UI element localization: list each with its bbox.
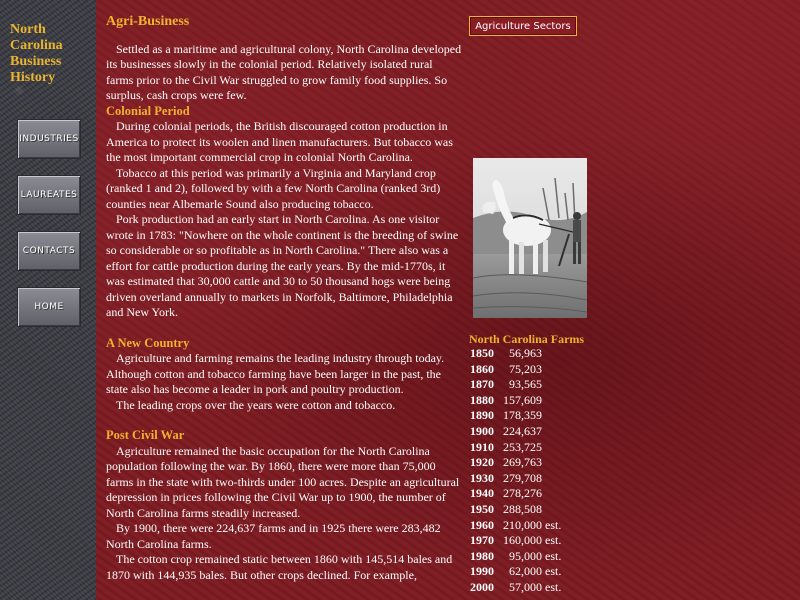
table-row [470, 393, 561, 409]
table-row [470, 518, 561, 534]
spacer [106, 321, 462, 336]
farms-year: 1860 [470, 361, 494, 376]
colonial-paragraph-1: During colonial periods, the British discouraged cotton production in America to protect its woolen and linen manufacturers. But tobacco was the most important commercial crop in colonial North Carolina. [106, 119, 453, 164]
farms-year: 1910 [470, 439, 494, 454]
farms-year: 1960 [470, 517, 494, 532]
farms-year: 1940 [470, 486, 494, 501]
table-row [470, 362, 561, 378]
colonial-paragraph-2: Tobacco at this period was primarily a Virginia and Maryland crop (ranked 1 and 2), followed by with a few North Carolina (ranked 3rd) counties near Albemarle Sound also producing tobacco. [106, 165, 441, 211]
farms-value: 224,637 [503, 423, 542, 438]
table-row [470, 580, 561, 596]
farms-value: 253,725 [503, 439, 542, 454]
farms-value: 93,565 [509, 377, 542, 392]
nav-industries-label: INDUSTRIES [19, 134, 79, 144]
table-row [470, 471, 561, 487]
site-title[interactable] [10, 22, 90, 86]
post-civil-war-heading: Post Civil War [106, 428, 185, 442]
table-row [470, 455, 561, 471]
new-country-paragraph-2: The leading crops over the years were cotton and tobacco. [116, 397, 396, 412]
farms-value: 278,276 [503, 486, 542, 501]
farms-value: 157,609 [503, 392, 542, 407]
farms-value: 62,000 est. [509, 564, 562, 579]
table-row [470, 549, 561, 565]
farms-year: 1890 [470, 408, 494, 423]
farms-year: 1870 [470, 377, 494, 392]
farms-value: 160,000 est. [503, 533, 562, 548]
farms-value: 269,763 [503, 455, 542, 470]
nav-home-button[interactable] [17, 287, 81, 327]
post-civil-war-paragraph-1: Agriculture remained the basic occupation for the North Carolina population following the war. By 1860, there were more than 75,000 farms in the state with two-thirds under 100 acres. Despite an agricultural depression in prices following the Civil War up to 1900, the number of North Carolina farms steadily increased. [106, 443, 460, 520]
nav-contacts-label: CONTACTS [22, 246, 76, 256]
farms-year: 1930 [470, 470, 494, 485]
intro-paragraph: Settled as a maritime and agricultural colony, North Carolina developed its businesses slowly in the colonial period. Relatively isolated rural farms prior to the Civil War struggled to grow family food supplies. So surplus, cash crops were few. [106, 41, 462, 102]
farms-value: 57,000 est. [509, 579, 562, 594]
site-title-line: History [10, 70, 56, 85]
farms-value: 56,963 [509, 346, 542, 360]
table-row [470, 440, 561, 456]
farms-table [470, 346, 561, 596]
page-title: Agri-Business [106, 14, 190, 29]
farms-year: 1920 [470, 455, 494, 470]
farms-year: 1850 [470, 346, 494, 360]
nav-industries-button[interactable] [17, 119, 81, 159]
table-row [470, 533, 561, 549]
farms-value: 210,000 est. [503, 517, 562, 532]
post-civil-war-paragraph-2: By 1900, there were 224,637 farms and in 1925 there were 283,482 North Carolina farms. [106, 521, 441, 551]
agriculture-sectors-button[interactable] [469, 16, 577, 36]
nav-contacts-button[interactable] [17, 231, 81, 271]
agriculture-sectors-label: Agriculture Sectors [475, 20, 571, 32]
new-country-heading: A New Country [106, 335, 190, 350]
mule-plowing-photo [473, 158, 587, 318]
table-row [470, 424, 561, 440]
farms-year: 1950 [470, 501, 494, 516]
farms-year: 1990 [470, 564, 494, 579]
farms-year: 1970 [470, 533, 494, 548]
article [106, 14, 462, 583]
site-title-line: Business [10, 54, 62, 69]
farms-year: 1900 [470, 423, 494, 438]
farms-value: 279,708 [503, 470, 542, 485]
nav-laureates-button[interactable] [17, 175, 81, 215]
nav-laureates-label: LAUREATES [20, 190, 78, 200]
farms-year: 1880 [470, 392, 494, 407]
farms-year: 1980 [470, 548, 494, 563]
post-civil-war-paragraph-3: The cotton crop remained static between 1860 with 145,514 bales and 1870 with 144,935 bales. But other crops declined. For example, [106, 552, 453, 582]
nav-home-label: HOME [34, 302, 64, 312]
table-row [470, 377, 561, 393]
farms-year: 2000 [470, 579, 494, 594]
farms-value: 75,203 [509, 361, 542, 376]
farms-value: 95,000 est. [509, 548, 562, 563]
spacer [106, 413, 462, 428]
new-country-paragraph-1: Agriculture and farming remains the leading industry through today. Although cotton and tobacco farming have been larger in the past, the state also has become a leader in pork and poultry production. [106, 351, 445, 396]
site-title-line: Carolina [10, 38, 63, 53]
table-row [470, 564, 561, 580]
farms-table-title: North Carolina Farms [469, 332, 585, 346]
colonial-paragraph-3: Pork production had an early start in North Carolina. As one visitor wrote in 1783: "Nowhere on the whole continent is the breeding of swine so considerable or so profitable as in North Carolina." There also was a effort for cattle production during the early years. By the mid-1770s, it was estimated that 30,000 cattle and 30 to 50 thousand hogs were being driven overland annually to markets in Norfolk, Baltimore, Philadelphia and New York. [106, 212, 459, 319]
site-title-line: North [10, 22, 46, 37]
farms-value: 288,508 [503, 501, 542, 516]
table-row [470, 346, 561, 362]
table-row [470, 408, 561, 424]
table-row [470, 486, 561, 502]
farms-value: 178,359 [503, 408, 542, 423]
table-row [470, 502, 561, 518]
colonial-period-heading: Colonial Period [106, 103, 190, 118]
